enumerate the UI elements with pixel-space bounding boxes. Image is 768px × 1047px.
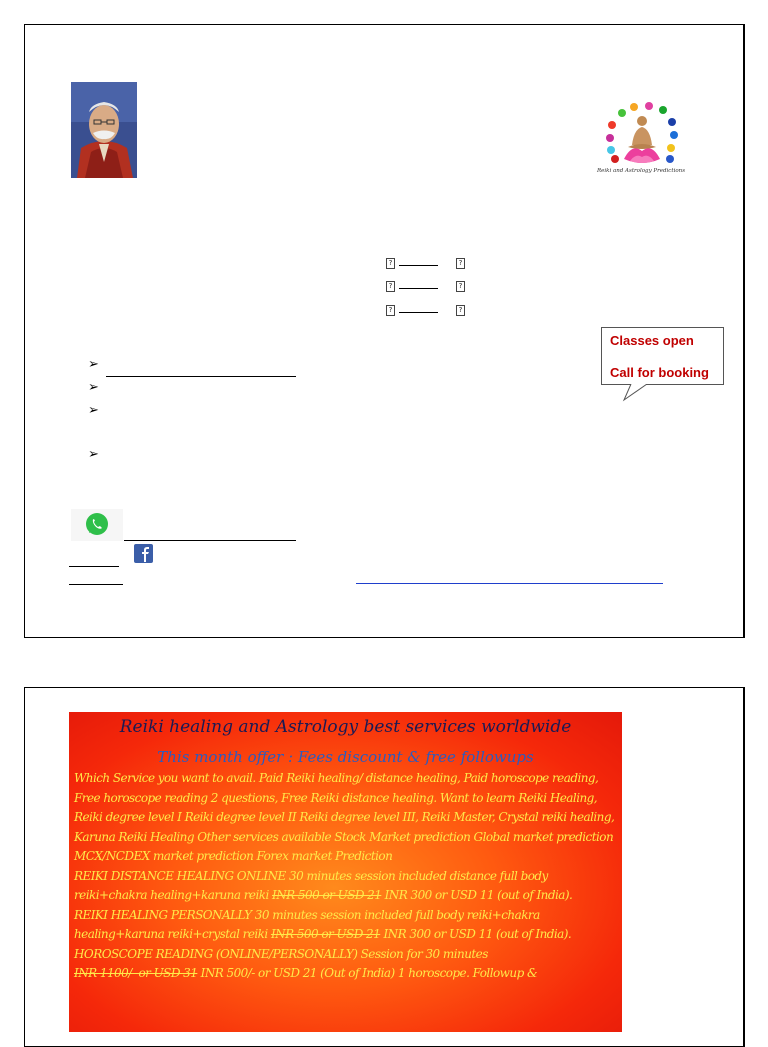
callout-line-classes: Classes open [610, 333, 694, 348]
missing-glyph-box: ? [456, 258, 465, 269]
distance-new-price: INR 300 or USD 11 (out of India). [381, 888, 573, 902]
underline-link[interactable] [106, 376, 296, 377]
services-intro: Which Service you want to avail. Paid Reiki healing/ distance healing, Paid horoscope reading, Free horoscope reading 2 questions, Free Reiki distance healing. Want to learn Reiki Healing, Reiki degree level I Reiki degree level II Reiki degree level III, Reiki Master, Crystal reiki healing, Karuna Reiki Healing Other services available Stock Market prediction Global market prediction MCX/NCDEX market prediction Forex market Prediction [74, 771, 615, 863]
horoscope-old-price: INR 1100/- or USD 31 [74, 966, 198, 980]
horoscope-text: HOROSCOPE READING (ONLINE/PERSONALLY) Session for 30 minutes [74, 946, 488, 961]
bullet-arrow-icon: ➢ [88, 357, 99, 372]
facebook-icon[interactable] [134, 544, 153, 563]
whatsapp-icon[interactable] [71, 509, 123, 541]
dash-line [399, 312, 438, 313]
bullet-arrow-icon: ➢ [88, 380, 99, 395]
bullet-arrow-icon: ➢ [88, 403, 99, 418]
classes-callout [601, 327, 724, 385]
logo-caption: Reiki and Astrology Predictions [596, 168, 686, 174]
missing-glyph-box: ? [386, 281, 395, 292]
callout-line-booking: Call for booking [610, 365, 709, 380]
missing-glyph-box: ? [386, 305, 395, 316]
bullet-arrow-icon: ➢ [88, 447, 99, 462]
distance-healing-text: REIKI DISTANCE HEALING ONLINE 30 minutes session included distance full body reiki+chakra healing+karuna reiki [74, 868, 548, 902]
underline-link[interactable] [69, 566, 119, 567]
portrait-photo [71, 82, 137, 178]
banner-offer: This month offer : Fees discount & free followups [157, 748, 534, 766]
missing-glyph-box: ? [456, 305, 465, 316]
horoscope-new-price: INR 500/- or USD 21 (Out of India) 1 horoscope. Followup & [197, 966, 538, 980]
horoscope-item [74, 945, 619, 984]
banner-body [74, 769, 619, 984]
underline-link[interactable] [124, 540, 296, 541]
dash-line [399, 265, 438, 266]
personal-healing-text: REIKI HEALING PERSONALLY 30 minutes session included full body reiki+chakra healing+karuna reiki+crystal reiki [74, 907, 540, 941]
distance-old-price: INR 500 or USD 21 [272, 888, 382, 902]
callout-tail [621, 384, 651, 402]
missing-glyph-box: ? [386, 258, 395, 269]
dash-line [399, 288, 438, 289]
hyperlink-underline[interactable] [356, 583, 663, 584]
personal-old-price: INR 500 or USD 21 [270, 927, 381, 941]
services-banner [69, 712, 622, 1032]
personal-new-price: INR 300 or USD 11 (out of India). [380, 927, 572, 941]
banner-title: Reiki healing and Astrology best services worldwide [119, 717, 572, 737]
missing-glyph-box: ? [456, 281, 465, 292]
underline-link[interactable] [69, 584, 123, 585]
personal-healing-item [74, 906, 619, 945]
distance-healing-item [74, 867, 619, 906]
